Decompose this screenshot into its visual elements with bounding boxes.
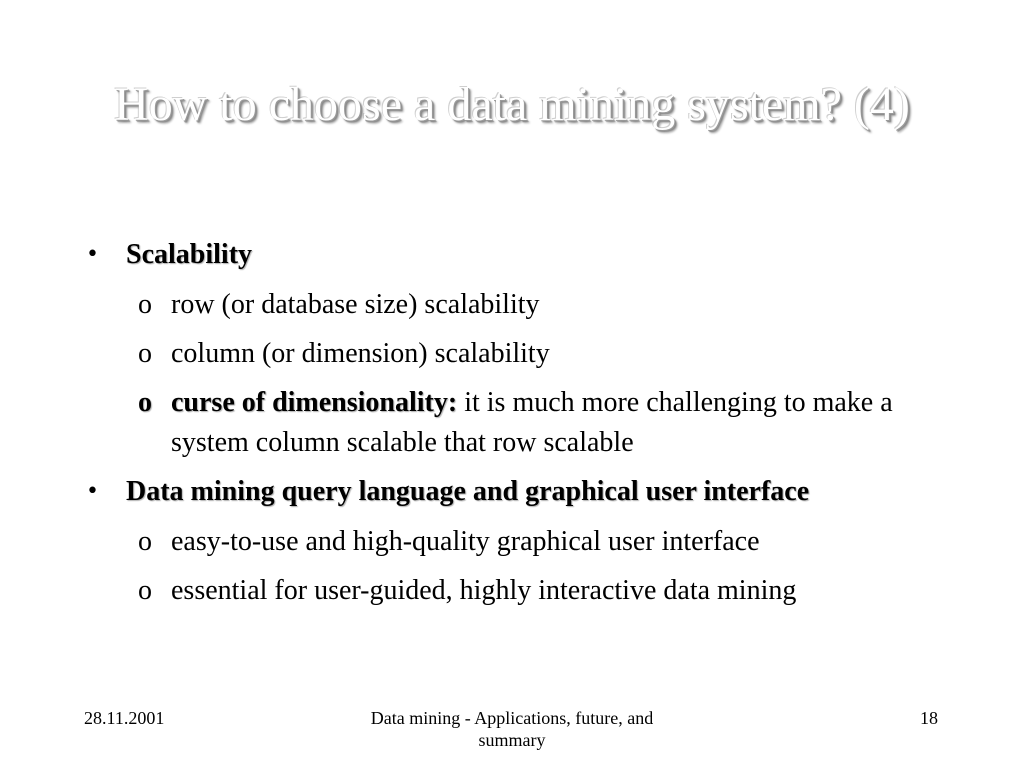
sub-bullet-text: easy-to-use and high-quality graphical user interface	[171, 526, 760, 557]
bullet-heading: Data mining query language and graphical user interface	[126, 476, 810, 507]
sub-bullet-row-scalability	[84, 285, 954, 325]
bullet-heading: Scalability	[126, 239, 253, 270]
sub-bullet-marker: o	[138, 387, 152, 418]
footer-date: 28.11.2001	[84, 708, 165, 728]
sub-bullet-column-scalability	[84, 334, 954, 374]
sub-bullet-easy-to-use	[84, 522, 954, 562]
bullet-marker: •	[86, 242, 99, 267]
bullet-scalability	[84, 235, 954, 274]
sub-bullet-text: it is much more challenging to make a system column scalable that row scalable	[171, 387, 893, 458]
bullet-query-language	[84, 472, 954, 511]
sub-bullet-text: essential for user-guided, highly interactive data mining	[171, 575, 797, 606]
footer-center-text: Data mining - Applications, future, and summary	[370, 708, 654, 750]
sub-bullet-marker: o	[138, 289, 152, 320]
footer-page-number: 18	[920, 708, 938, 728]
sub-bullet-user-guided	[84, 571, 954, 611]
sub-bullet-term: curse of dimensionality:	[171, 387, 458, 418]
sub-bullet-text: column (or dimension) scalability	[171, 338, 550, 369]
slide-title: How to choose a data mining system? (4)	[114, 78, 910, 131]
sub-bullet-curse-of-dimensionality	[84, 383, 954, 463]
sub-bullet-marker: o	[138, 526, 152, 557]
sub-bullet-text: row (or database size) scalability	[171, 289, 540, 320]
sub-bullet-marker: o	[138, 338, 152, 369]
sub-bullet-marker: o	[138, 575, 152, 606]
bullet-marker: •	[86, 479, 99, 504]
slide-content	[84, 235, 954, 620]
